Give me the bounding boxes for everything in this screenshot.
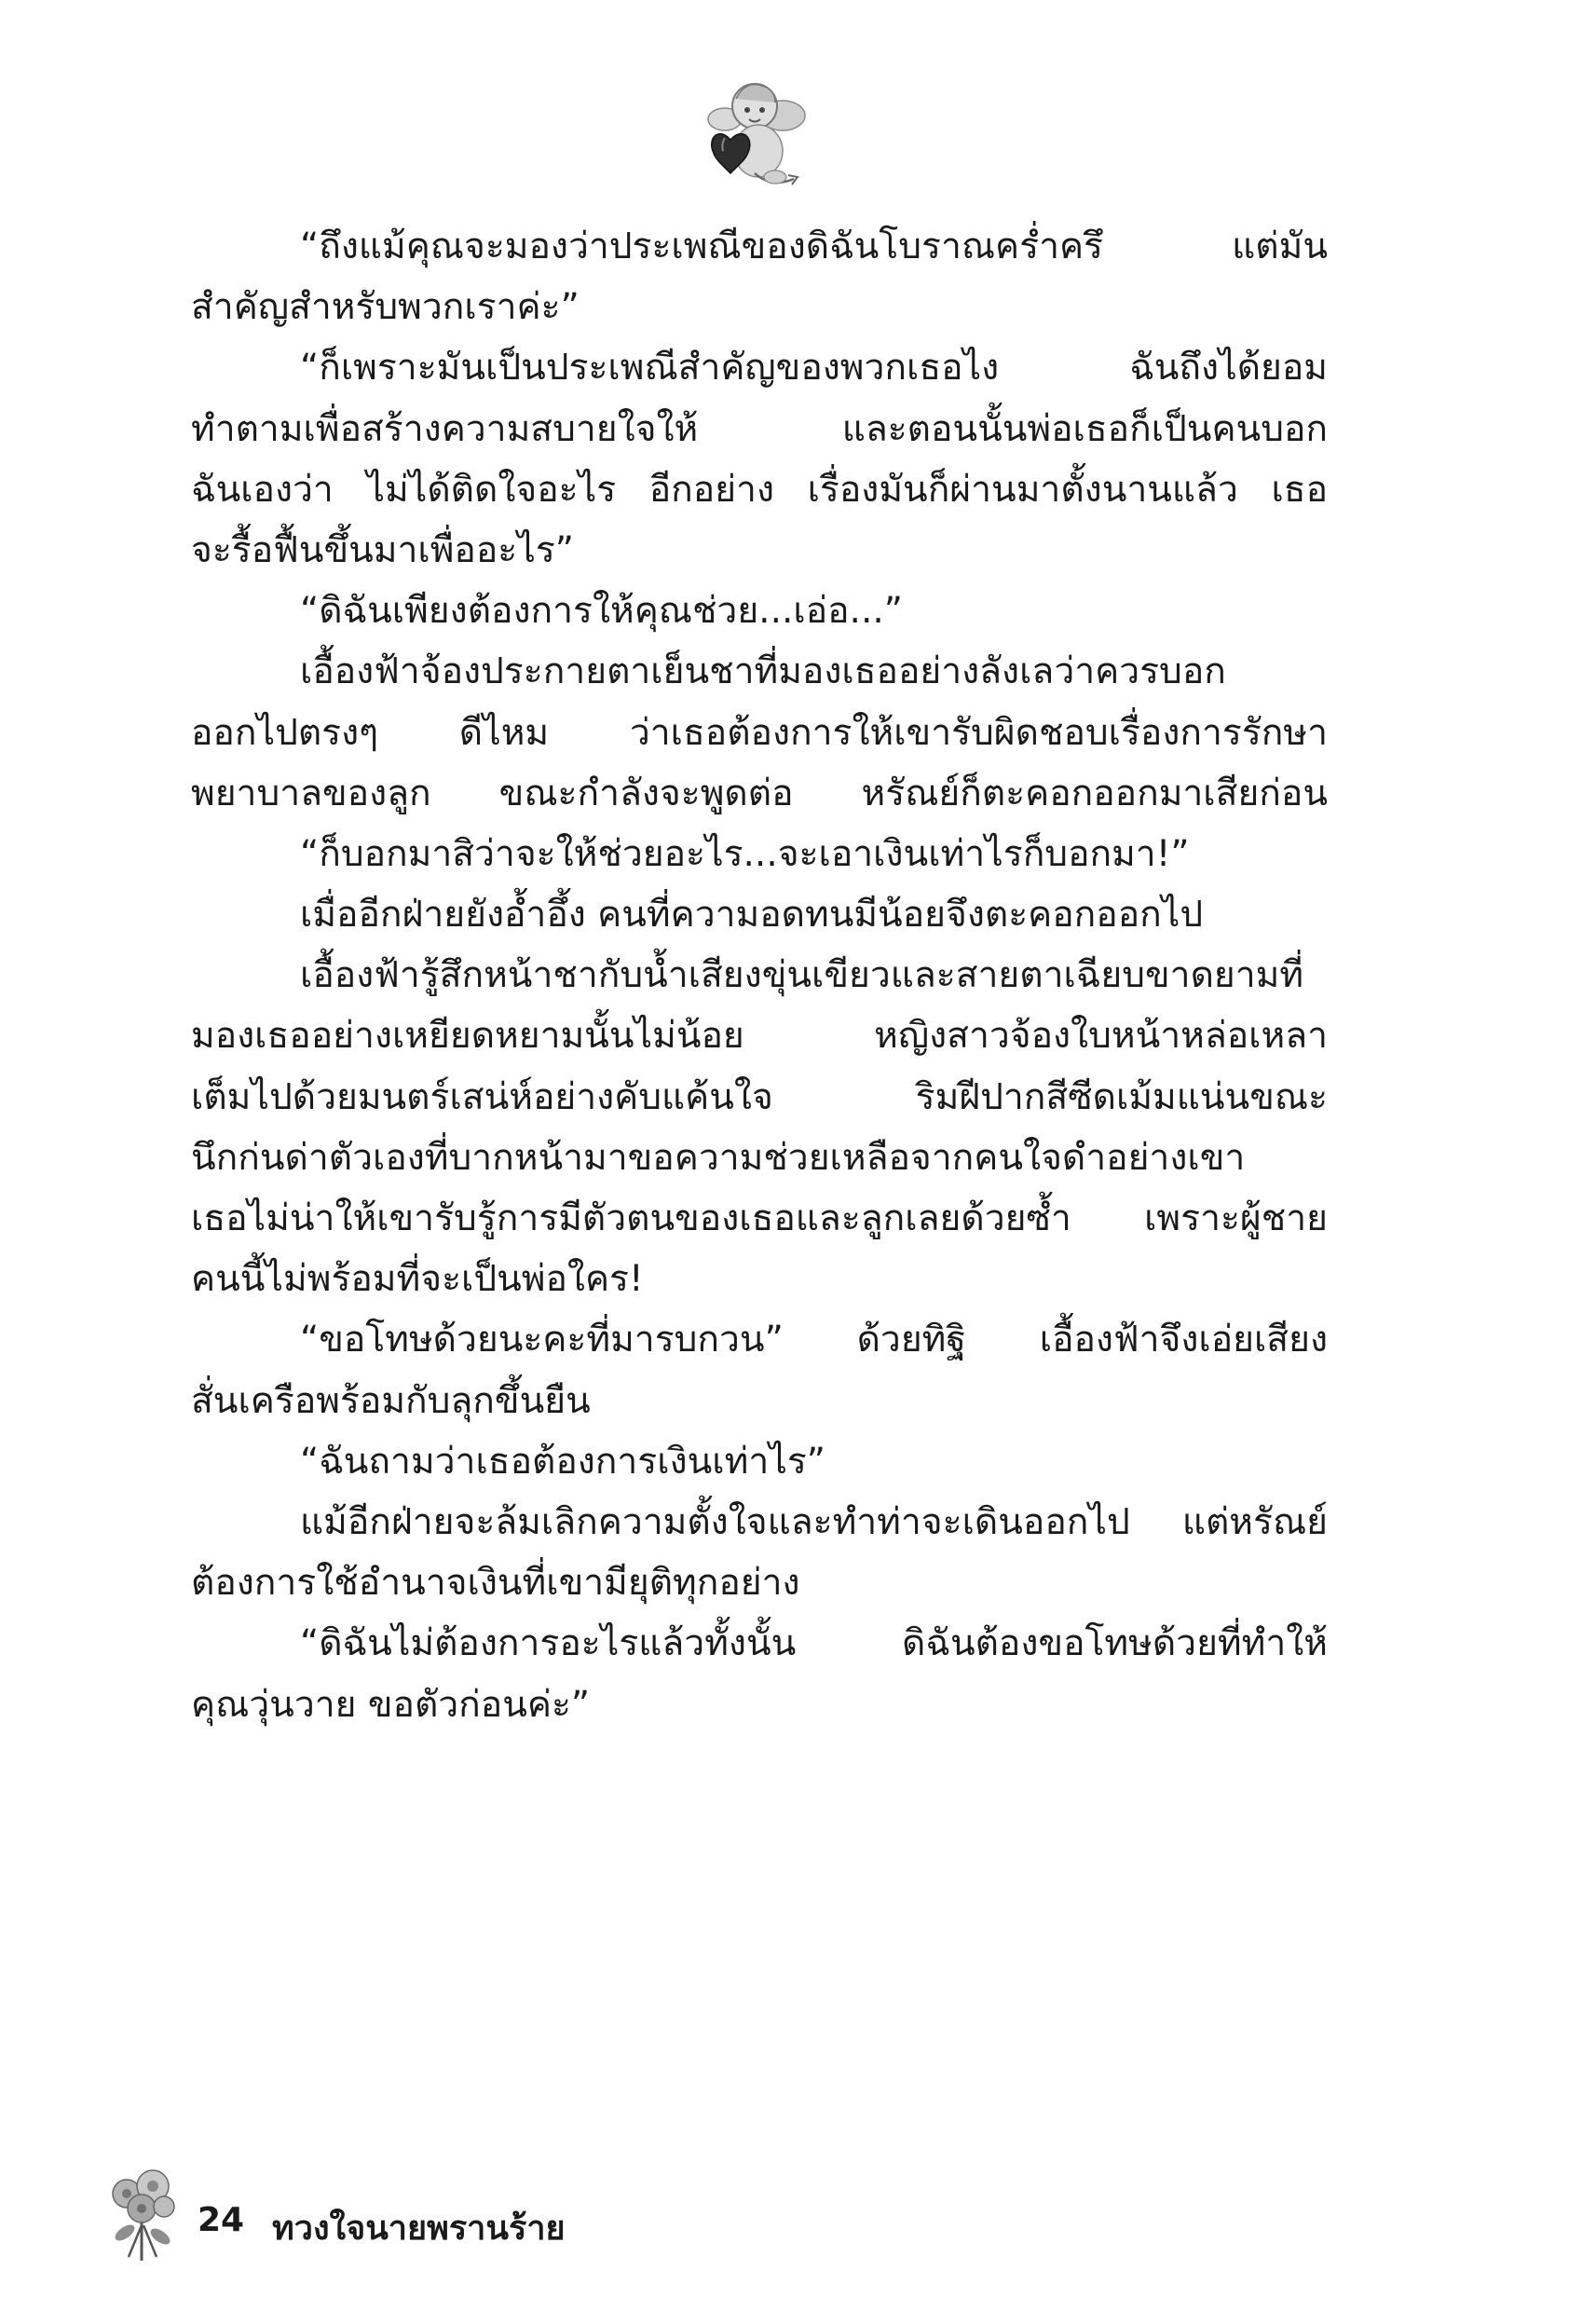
text-line: “ถึงแม้คุณจะมองว่าประเพณีของดิฉันโบราณคร่ำครึ แต่มัน [300,226,1328,267]
text-line: จะรื้อฟื้นขึ้นมาเพื่ออะไร” [191,528,574,571]
text-line: คุณวุ่นวาย ขอตัวก่อนค่ะ” [191,1683,591,1726]
text-line: สั่นเครือพร้อมกับลุกขึ้นยืน [191,1379,591,1422]
text-line: คนนี้ไม่พร้อมที่จะเป็นพ่อใคร! [191,1258,644,1301]
text-line: ทำตามเพื่อสร้างความสบายใจให้ และตอนนั้นพ่อเธอก็เป็นคนบอก [191,407,1328,450]
text-line: ฉันเองว่า ไม่ได้ติดใจอะไร อีกอย่าง เรื่องมันก็ผ่านมาตั้งนานแล้ว เธอ [191,468,1328,511]
text-line: เธอไม่น่าให้เขารับรู้การมีตัวตนของเธอและลูกเลยด้วยซ้ำ เพราะผู้ชาย [191,1197,1328,1239]
text-line: “ดิฉันไม่ต้องการอะไรแล้วทั้งนั้น ดิฉันต้องขอโทษด้วยที่ทำให้ [300,1622,1328,1665]
text-line: เอื้องฟ้าจ้องประกายตาเย็นชาที่มองเธออย่างลังเลว่าควรบอก [300,650,1226,693]
text-line: ต้องการใช้อำนาจเงินที่เขามียุติทุกอย่าง [191,1562,800,1605]
text-line: มองเธออย่างเหยียดหยามนั้นไม่น้อย หญิงสาวจ้องใบหน้าหล่อเหลา [191,1015,1328,1058]
text-line: พยาบาลของลูก ขณะกำลังจะพูดต่อ หรัณย์ก็ตะคอกออกมาเสียก่อน [191,772,1328,814]
cupid-with-heart-icon [697,73,809,194]
text-line: “ก็เพราะมันเป็นประเพณีสำคัญของพวกเธอไง ฉันถึงได้ยอม [300,347,1328,390]
text-line: สำคัญสำหรับพวกเราค่ะ” [191,286,580,329]
body-text [191,216,1328,1735]
text-line: “ก็บอกมาสิว่าจะให้ช่วยอะไร...จะเอาเงินเท่าไรก็บอกมา!” [300,832,1190,875]
page-number: 24 [198,2201,245,2239]
text-line: “ฉันถามว่าเธอต้องการเงินเท่าไร” [300,1440,825,1483]
text-line: นึกก่นด่าตัวเองที่บากหน้ามาขอความช่วยเหลือจากคนใจดำอย่างเขา [191,1136,1246,1179]
page-footer [104,2160,663,2272]
text-line: เอื้องฟ้ารู้สึกหน้าชากับน้ำเสียงขุ่นเขียวและสายตาเฉียบขาดยามที่ [300,954,1304,997]
text-line: “ขอโทษด้วยนะคะที่มารบกวน” ด้วยทิฐิ เอื้องฟ้าจึงเอ่ยเสียง [300,1319,1328,1361]
text-line: เต็มไปด้วยมนตร์เสน่ห์อย่างคับแค้นใจ ริมฝีปากสีซีดเม้มแน่นขณะ [191,1075,1328,1118]
book-title: ทวงใจนายพรานร้าย [272,2209,566,2248]
text-line: ออกไปตรงๆ ดีไหม ว่าเธอต้องการให้เขารับผิดชอบเรื่องการรักษา [191,711,1328,754]
text-line: แม้อีกฝ่ายจะล้มเลิกความตั้งใจและทำท่าจะเดินออกไป แต่หรัณย์ [300,1500,1328,1543]
text-line: เมื่ออีกฝ่ายยังอ้ำอึ้ง คนที่ความอดทนมีน้อยจึงตะคอกออกไป [300,894,1204,937]
flower-bouquet-icon [104,2160,183,2263]
text-line: “ดิฉันเพียงต้องการให้คุณช่วย...เอ่อ...” [300,590,903,633]
